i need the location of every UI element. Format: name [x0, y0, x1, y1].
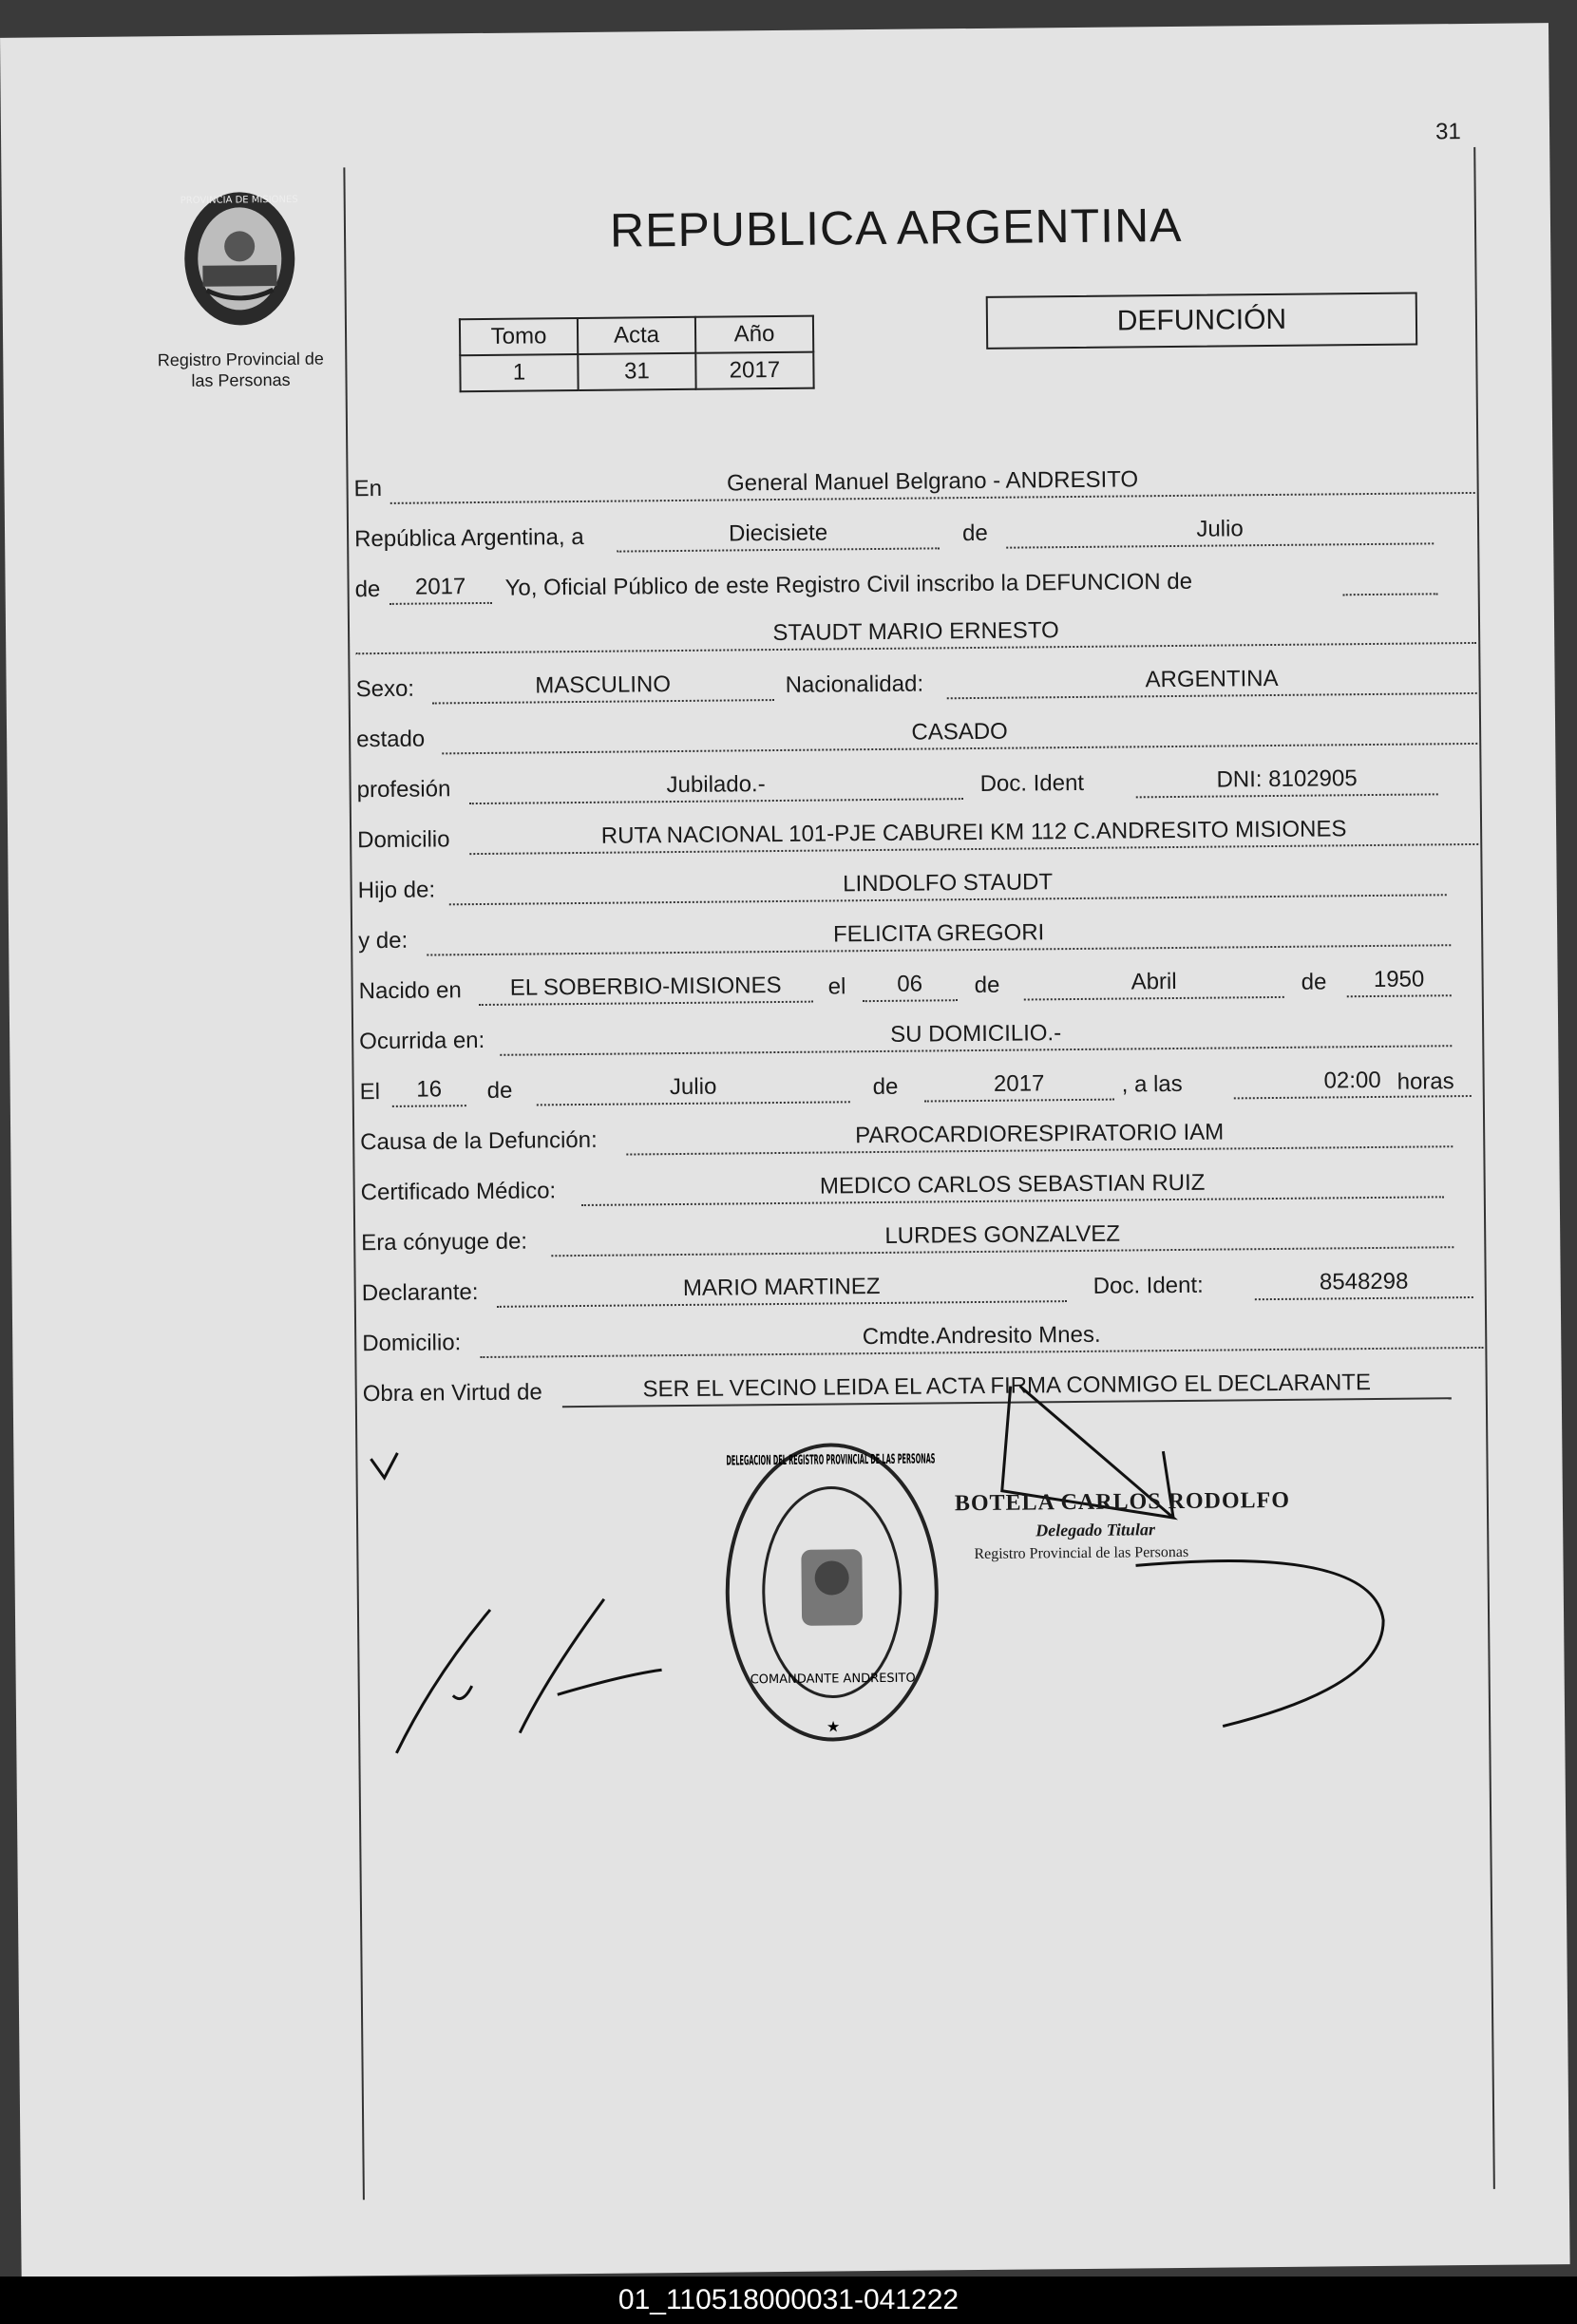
row-fecha: [354, 506, 1475, 555]
label-el: el: [827, 973, 846, 1000]
row-nacimiento: [358, 958, 1479, 1007]
value-nombre: STAUDT MARIO ERNESTO: [355, 614, 1476, 654]
provincia-de-misiones-seal-icon: [178, 187, 302, 331]
label-nacionalidad: Nacionalidad:: [785, 671, 924, 698]
value-mes: Julio: [1006, 514, 1434, 548]
value-profesion: Jubilado.-: [469, 769, 963, 804]
value-declarante: MARIO MARTINEZ: [497, 1272, 1067, 1308]
value-doc-declarante: 8548298: [1255, 1268, 1473, 1300]
registry-label: Registro Provincial de las Personas: [157, 349, 324, 390]
label-declarante: Declarante:: [361, 1279, 479, 1307]
row-ocurrida: [359, 1009, 1480, 1057]
value-domicilio: RUTA NACIONAL 101-PJE CABUREI KM 112 C.ANDRESITO MISIONES: [469, 815, 1478, 855]
label-profesion: profesión: [356, 776, 451, 803]
record-table: [459, 315, 815, 393]
value-dia-defuncion: 16: [392, 1076, 466, 1107]
label-de-nacimiento: de: [974, 972, 1000, 999]
page-number: 31: [1434, 119, 1461, 145]
official-name: BOTELA CARLOS RODOLFO: [954, 1487, 1291, 1517]
value-domicilio-declarante: Cmdte.Andresito Mnes.: [480, 1318, 1483, 1358]
label-doc-ident-declarante: Doc. Ident:: [1092, 1272, 1204, 1299]
record-type-box: DEFUNCIÓN: [986, 293, 1418, 350]
stamp-inner-text: COMANDANTE ANDRESITO: [750, 1671, 916, 1688]
label-sexo: Sexo:: [355, 675, 415, 703]
row-causa: [360, 1109, 1481, 1158]
row-conyuge: [361, 1210, 1482, 1258]
label-a-las: , a las: [1121, 1070, 1183, 1098]
header-tomo: Tomo: [460, 318, 578, 355]
label-causa: Causa de la Defunción:: [360, 1126, 598, 1156]
official-role: Delegado Titular: [1036, 1520, 1156, 1540]
value-estado: CASADO: [442, 714, 1477, 754]
official-org: Registro Provincial de las Personas: [974, 1543, 1189, 1563]
value-causa: PAROCARDIORESPIRATORIO IAM: [626, 1117, 1453, 1155]
row-declarante: [362, 1260, 1483, 1309]
label-republica: República Argentina, a: [353, 523, 584, 553]
value-anio-defuncion: 2017: [924, 1070, 1114, 1103]
stamp-star-icon: ★: [826, 1719, 841, 1736]
label-certificado: Certificado Médico:: [360, 1178, 557, 1206]
label-domicilio-declarante: Domicilio:: [362, 1330, 462, 1357]
label-en: En: [353, 475, 383, 502]
label-de-nacimiento-anio: de: [1301, 969, 1327, 995]
label-y-de: y de:: [358, 927, 408, 954]
row-madre: [358, 908, 1479, 956]
value-nacionalidad: ARGENTINA: [946, 664, 1476, 699]
document-title: REPUBLICA ARGENTINA: [609, 198, 1183, 257]
value-ocurrida-en: SU DOMICILIO.-: [500, 1016, 1452, 1056]
value-dia-nacimiento: 06: [863, 971, 958, 1002]
stamp-outer-text: DELEGACION DEL REGISTRO PROVINCIAL DE LAS PERSONAS: [726, 1449, 1175, 1469]
declarant-signature-icon: [376, 1570, 682, 1763]
value-conyuge: LURDES GONZALVEZ: [551, 1218, 1454, 1256]
seal-top-text: PROVINCIA DE MISIONES: [180, 194, 298, 207]
value-oficial-blank: [1342, 564, 1437, 595]
row-domicilio: [357, 807, 1478, 856]
label-de-anio: de: [354, 576, 381, 603]
label-nacido-en: Nacido en: [358, 977, 462, 1005]
label-oficial: Yo, Oficial Público de este Registro Civil inscribo la DEFUNCION de: [504, 568, 1193, 601]
row-lugar: [353, 456, 1474, 504]
official-signature-icon: [963, 1373, 1404, 1776]
label-de-defuncion: de: [486, 1077, 513, 1104]
value-tomo: 1: [460, 354, 578, 391]
row-estado: [356, 707, 1477, 755]
label-conyuge: Era cónyuge de:: [361, 1228, 528, 1256]
label-el-defuncion: El: [359, 1079, 381, 1105]
value-obra: SER EL VECINO LEIDA EL ACTA FIRMA CONMIGO EL DECLARANTE: [562, 1369, 1452, 1408]
row-sexo: [355, 656, 1476, 705]
value-anio-nacimiento: 1950: [1346, 966, 1451, 997]
row-certificado: [361, 1160, 1482, 1208]
value-madre: FELICITA GREGORI: [427, 916, 1451, 955]
row-oficial: [354, 557, 1475, 605]
value-sexo: MASCULINO: [431, 671, 773, 704]
document-page: [0, 23, 1570, 2279]
row-nombre: [355, 606, 1476, 654]
value-doc-ident: DNI: 8102905: [1135, 765, 1437, 798]
header-anio: Año: [695, 316, 813, 353]
row-padre: [357, 858, 1478, 906]
header-acta: Acta: [578, 317, 695, 354]
value-mes-nacimiento: Abril: [1024, 968, 1284, 1001]
value-hora: 02:00: [1234, 1067, 1472, 1099]
footer-file-id: 01_110518000031-041222: [0, 2277, 1577, 2324]
value-anio: 2017: [695, 352, 813, 389]
value-lugar: General Manuel Belgrano - ANDRESITO: [390, 463, 1474, 504]
label-estado: estado: [356, 726, 426, 753]
check-mark-icon: [365, 1449, 403, 1487]
row-profesion: [356, 757, 1477, 805]
value-lugar-nacimiento: EL SOBERBIO-MISIONES: [479, 973, 813, 1006]
label-doc-ident: Doc. Ident: [979, 769, 1085, 797]
label-domicilio: Domicilio: [357, 826, 450, 854]
label-hijo-de: Hijo de:: [357, 877, 436, 904]
label-ocurrida-en: Ocurrida en:: [359, 1027, 485, 1055]
label-obra: Obra en Virtud de: [362, 1379, 542, 1408]
row-fecha-defuncion: [359, 1059, 1480, 1107]
value-padre: LINDOLFO STAUDT: [449, 865, 1447, 905]
value-dia: Diecisiete: [617, 519, 940, 552]
value-mes-defuncion: Julio: [537, 1072, 850, 1105]
value-acta: 31: [578, 353, 695, 390]
value-certificado: MEDICO CARLOS SEBASTIAN RUIZ: [581, 1167, 1444, 1206]
label-de: de: [961, 520, 988, 547]
label-de-defuncion-anio: de: [872, 1073, 899, 1101]
label-horas: horas: [1396, 1068, 1454, 1095]
row-domicilio-declarante: [362, 1311, 1483, 1359]
value-anio: 2017: [389, 574, 491, 605]
